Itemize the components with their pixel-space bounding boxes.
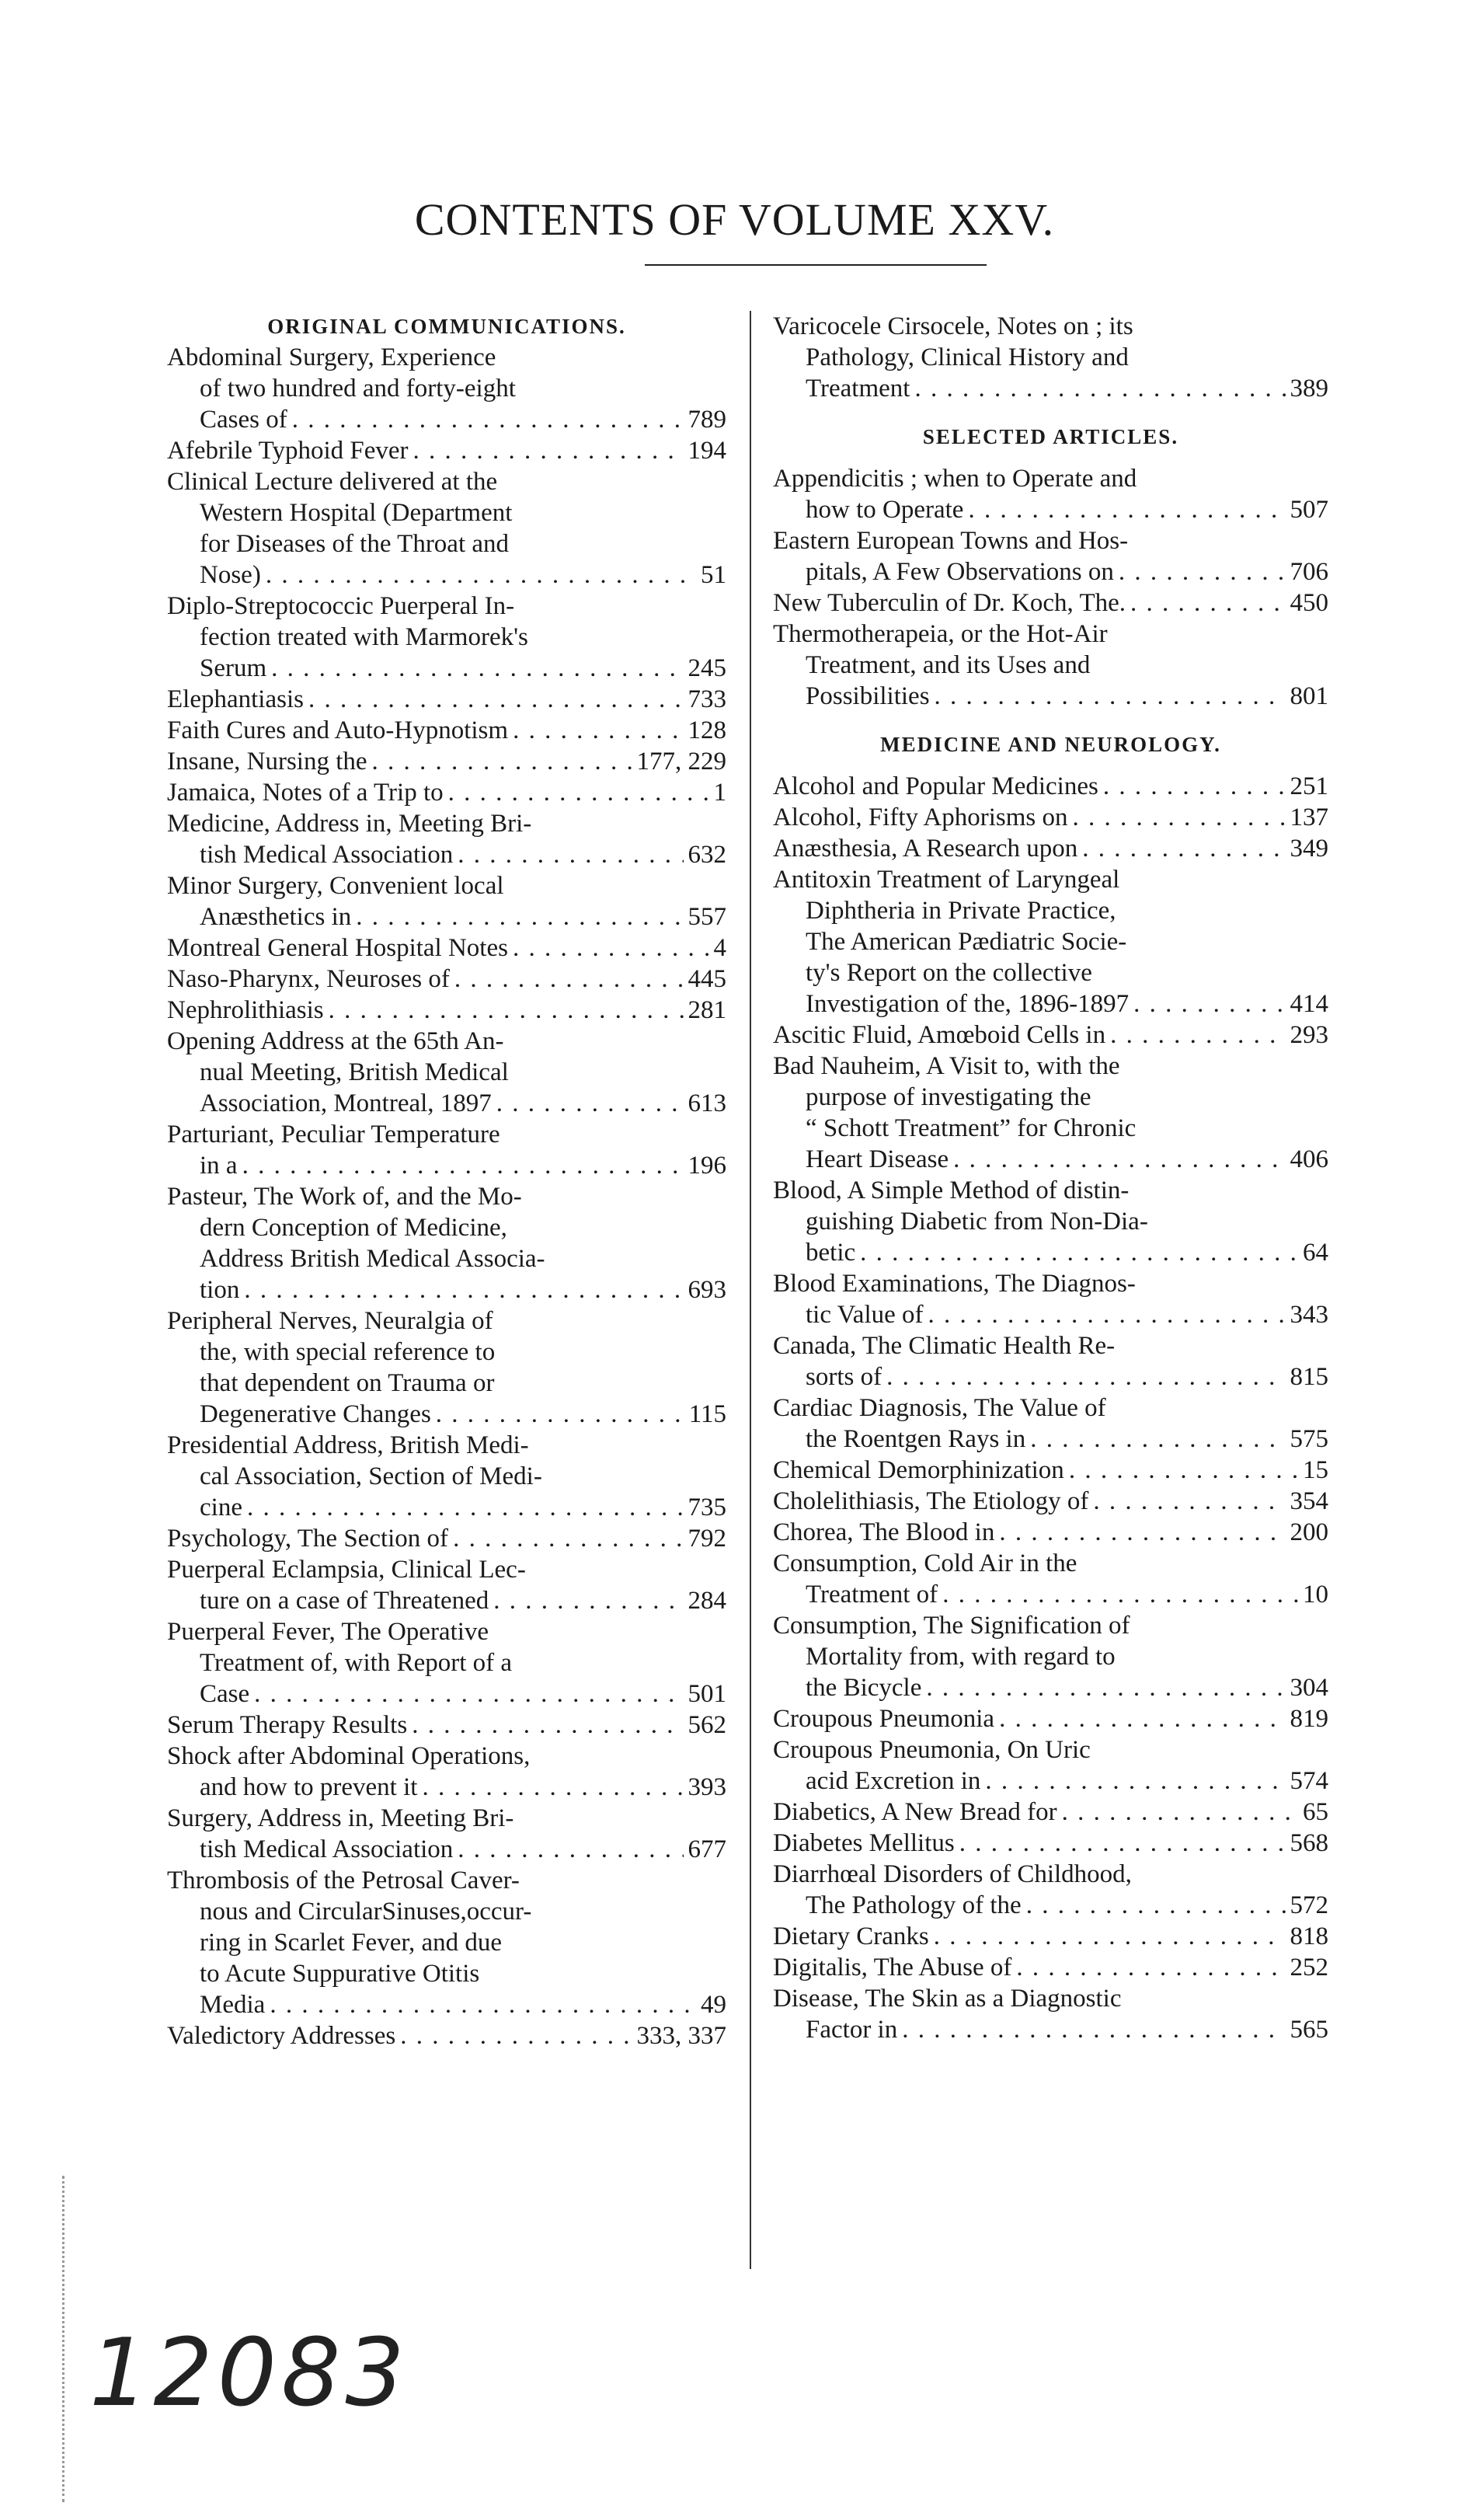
entry-text: for Diseases of the Throat and <box>200 530 510 558</box>
page-number: 64 <box>1303 1239 1328 1267</box>
index-entry <box>773 1051 1328 1175</box>
section-heading: ORIGINAL COMMUNICATIONS. <box>267 315 626 338</box>
page-number: 575 <box>1290 1425 1328 1453</box>
entry-text: Treatment of <box>806 1581 938 1609</box>
dot-leader <box>372 746 632 777</box>
left-column <box>167 311 726 2051</box>
entry-text: Chemical Demorphinization <box>773 1456 1064 1484</box>
entry-text: Bad Nauheim, A Visit to, with the <box>773 1052 1120 1080</box>
index-entry <box>167 964 726 995</box>
entry-text: to Acute Suppurative Otitis <box>200 1960 480 1988</box>
entry-text: Valedictory Addresses <box>167 2022 396 2050</box>
dot-leader <box>999 1517 1285 1548</box>
entry-text: Diplo-Streptococcic Puerperal In- <box>167 592 515 620</box>
entry-text: Puerperal Eclampsia, Clinical Lec- <box>167 1556 526 1584</box>
index-entry <box>773 1797 1328 1828</box>
dot-leader <box>453 1523 683 1554</box>
entry-text: Blood, A Simple Method of distin- <box>773 1176 1130 1204</box>
entry-text: Faith Cures and Auto-Hypnotism <box>167 716 509 744</box>
index-entry <box>167 1554 726 1616</box>
page-number: 735 <box>688 1494 726 1521</box>
index-entry <box>773 1330 1328 1392</box>
page-number: 706 <box>1290 558 1328 586</box>
index-entry <box>167 808 726 870</box>
dot-leader <box>1062 1797 1298 1828</box>
dot-leader <box>902 2014 1285 2045</box>
dot-leader <box>270 1989 696 2020</box>
entry-text: The Pathology of the <box>806 1891 1022 1919</box>
entry-text: Treatment of, with Report of a <box>200 1649 513 1677</box>
page-number: 406 <box>1290 1145 1328 1173</box>
index-entry <box>167 777 726 808</box>
page-number: 565 <box>1290 2016 1328 2044</box>
index-entry <box>167 1430 726 1523</box>
page-number: 200 <box>1290 1518 1328 1546</box>
entry-text: Alcohol, Fifty Aphorisms on <box>773 803 1068 831</box>
index-entry <box>167 1865 726 2020</box>
index-entry <box>167 435 726 466</box>
entry-text: Canada, The Climatic Health Re- <box>773 1332 1116 1360</box>
page-number: 801 <box>1290 682 1328 710</box>
entry-text: Clinical Lecture delivered at the <box>167 468 498 496</box>
page-number: 115 <box>688 1400 726 1428</box>
index-entry <box>773 1859 1328 1921</box>
dot-leader <box>244 1274 683 1305</box>
entry-text: guishing Diabetic from Non-Dia- <box>806 1208 1148 1236</box>
entry-text: Factor in <box>806 2016 898 2044</box>
entry-text: New Tuberculin of Dr. Koch, The. <box>773 589 1126 617</box>
page-number: 574 <box>1290 1767 1328 1795</box>
page-number: 293 <box>1290 1021 1328 1049</box>
entry-text: Cholelithiasis, The Etiology of <box>773 1487 1089 1515</box>
entry-text: Cases of <box>200 406 287 434</box>
entry-text: Parturiant, Peculiar Temperature <box>167 1121 500 1148</box>
page-number: 137 <box>1290 803 1328 831</box>
entry-text: the, with special reference to <box>200 1338 496 1366</box>
entry-text: ture on a case of Threatened <box>200 1587 489 1615</box>
page-number: 818 <box>1290 1922 1328 1950</box>
entry-text: betic <box>806 1239 856 1267</box>
index-entry <box>167 342 726 435</box>
page-number: 51 <box>701 561 726 589</box>
index-entry <box>167 1119 726 1181</box>
entry-text: Nose) <box>200 561 261 589</box>
page-number: 613 <box>688 1089 726 1117</box>
page-number: 677 <box>688 1835 726 1863</box>
entry-text: Thermotherapeia, or the Hot-Air <box>773 620 1108 648</box>
entry-text: Eastern European Towns and Hos- <box>773 527 1129 555</box>
entry-text: Consumption, Cold Air in the <box>773 1549 1077 1577</box>
margin-specks <box>62 2176 80 2502</box>
dot-leader <box>413 435 684 466</box>
dot-leader <box>1073 802 1286 833</box>
entry-text: in a <box>200 1152 238 1180</box>
index-entry <box>773 1455 1328 1486</box>
dot-leader <box>254 1678 683 1710</box>
index-entry <box>773 1486 1328 1517</box>
dot-leader <box>1119 556 1286 587</box>
dot-leader <box>412 1710 683 1741</box>
dot-leader <box>271 653 683 684</box>
dot-leader <box>999 1703 1285 1734</box>
dot-leader <box>928 1299 1286 1330</box>
index-entry <box>773 1828 1328 1859</box>
entry-text: Case <box>200 1680 250 1708</box>
dot-leader <box>422 1772 683 1803</box>
entry-text: Address British Medical Associa- <box>200 1245 545 1273</box>
index-entry <box>773 1610 1328 1703</box>
entry-text: Varicocele Cirsocele, Notes on ; its <box>773 312 1133 340</box>
entry-text: Heart Disease <box>806 1145 949 1173</box>
entry-text: Insane, Nursing the <box>167 748 367 776</box>
index-entry <box>773 1548 1328 1610</box>
dot-leader <box>356 901 683 932</box>
page-number: 733 <box>688 685 726 713</box>
dot-leader <box>914 373 1285 404</box>
dot-leader <box>1133 988 1285 1020</box>
entry-text: Ascitic Fluid, Amœboid Cells in <box>773 1021 1106 1049</box>
page-title: CONTENTS OF VOLUME XXV. <box>414 193 1055 245</box>
dot-leader <box>496 1088 684 1119</box>
entry-text: Diabetics, A New Bread for <box>773 1798 1057 1826</box>
page-number: 333, 337 <box>636 2022 726 2050</box>
page-number: 562 <box>688 1711 726 1739</box>
index-entry <box>773 1517 1328 1548</box>
dot-leader <box>1030 1424 1285 1455</box>
index-entry <box>773 1921 1328 1952</box>
dot-leader <box>935 681 1286 712</box>
dot-leader <box>454 964 684 995</box>
page-number: 792 <box>688 1525 726 1553</box>
entry-text: cal Association, Section of Medi- <box>200 1462 542 1490</box>
entry-text: Association, Montreal, 1897 <box>200 1089 492 1117</box>
dot-leader <box>1093 1486 1285 1517</box>
entry-text: Diarrhœal Disorders of Childhood, <box>773 1860 1132 1888</box>
entry-text: of two hundred and forty-eight <box>200 375 516 403</box>
index-entry <box>167 1741 726 1803</box>
entry-text: the Bicycle <box>806 1674 922 1702</box>
dot-leader <box>942 1579 1298 1610</box>
index-entry <box>773 311 1328 404</box>
page-number: 819 <box>1290 1705 1328 1733</box>
index-entry <box>773 1020 1328 1051</box>
page-number: 177, 229 <box>636 748 726 776</box>
page-number: 1 <box>713 779 726 807</box>
entry-text: nual Meeting, British Medical <box>200 1058 509 1086</box>
dot-leader <box>1110 1020 1285 1051</box>
entry-text: ty's Report on the collective <box>806 959 1092 987</box>
entry-text: Croupous Pneumonia, On Uric <box>773 1736 1091 1764</box>
dot-leader <box>860 1237 1298 1268</box>
page-number: 568 <box>1290 1829 1328 1857</box>
index-entry <box>773 864 1328 1020</box>
dot-leader <box>513 932 709 964</box>
dot-leader <box>400 2020 632 2051</box>
entry-text: dern Conception of Medicine, <box>200 1214 507 1242</box>
index-entry <box>167 1305 726 1430</box>
entry-text: the Roentgen Rays in <box>806 1425 1026 1453</box>
right-column <box>773 311 1328 2045</box>
entry-text: Montreal General Hospital Notes <box>167 934 508 962</box>
entry-text: tic Value of <box>806 1301 924 1329</box>
section-heading: SELECTED ARTICLES. <box>922 425 1179 448</box>
entry-text: purpose of investigating the <box>806 1083 1091 1111</box>
page-number: 557 <box>688 903 726 931</box>
index-entry <box>773 802 1328 833</box>
entry-text: tion <box>200 1276 240 1304</box>
page-number: 815 <box>1290 1363 1328 1391</box>
section-heading: MEDICINE AND NEUROLOGY. <box>880 733 1221 756</box>
index-entry <box>773 525 1328 587</box>
entry-text: Degenerative Changes <box>200 1400 431 1428</box>
index-entry <box>167 684 726 715</box>
index-entry <box>773 463 1328 525</box>
title-rule <box>645 264 987 266</box>
entry-text: Medicine, Address in, Meeting Bri- <box>167 810 532 838</box>
page-number: 572 <box>1290 1891 1328 1919</box>
index-entry <box>773 771 1328 802</box>
dot-leader <box>493 1585 683 1616</box>
dot-leader <box>242 1150 684 1181</box>
index-entry <box>167 1523 726 1554</box>
dot-leader <box>292 404 684 435</box>
entry-text: Croupous Pneumonia <box>773 1705 995 1733</box>
column-divider <box>750 311 751 2269</box>
index-entry <box>167 1710 726 1741</box>
index-entry <box>773 587 1328 619</box>
entry-text: Serum <box>200 654 267 682</box>
page-number: 507 <box>1290 496 1328 524</box>
entry-text: Treatment <box>806 375 910 403</box>
dot-leader <box>247 1492 684 1523</box>
page-number: 304 <box>1290 1674 1328 1702</box>
entry-text: ring in Scarlet Fever, and due <box>200 1929 503 1957</box>
entry-text: Diabetes Mellitus <box>773 1829 955 1857</box>
entry-text: Cardiac Diagnosis, The Value of <box>773 1394 1106 1422</box>
entry-text: how to Operate <box>806 496 964 524</box>
page-number: 15 <box>1303 1456 1328 1484</box>
entry-text: Jamaica, Notes of a Trip to <box>167 779 444 807</box>
entry-text: The American Pædiatric Socie- <box>806 928 1127 956</box>
index-entry <box>773 619 1328 712</box>
index-entry <box>773 1734 1328 1797</box>
entry-text: Mortality from, with regard to <box>806 1643 1116 1671</box>
dot-leader <box>308 684 684 715</box>
page-number: 445 <box>688 965 726 993</box>
entry-text: Shock after Abdominal Operations, <box>167 1742 531 1770</box>
index-entry <box>167 466 726 591</box>
page-number: 414 <box>1290 990 1328 1018</box>
page-number: 284 <box>688 1587 726 1615</box>
entry-text: Possibilities <box>806 682 930 710</box>
entry-text: Elephantiasis <box>167 685 304 713</box>
page-number: 245 <box>688 654 726 682</box>
handwritten-stamp: 12083 <box>89 2320 409 2428</box>
entry-text: Presidential Address, British Medi- <box>167 1431 529 1459</box>
entry-text: Puerperal Fever, The Operative <box>167 1618 489 1646</box>
page-number: 252 <box>1290 1954 1328 1981</box>
index-entry <box>167 995 726 1026</box>
index-entry <box>167 1616 726 1710</box>
dot-leader <box>329 995 684 1026</box>
entry-text: Nephrolithiasis <box>167 996 324 1024</box>
page-number: 450 <box>1290 589 1328 617</box>
index-entry <box>167 2020 726 2051</box>
dot-leader <box>448 777 709 808</box>
entry-text: Psychology, The Section of <box>167 1525 449 1553</box>
entry-text: Anæsthesia, A Research upon <box>773 835 1078 863</box>
entry-text: Alcohol and Popular Medicines <box>773 772 1098 800</box>
entry-text: Digitalis, The Abuse of <box>773 1954 1012 1981</box>
entry-text: Pathology, Clinical History and <box>806 343 1129 371</box>
entry-text: tish Medical Association <box>200 841 454 869</box>
entry-text: Disease, The Skin as a Diagnostic <box>773 1985 1122 2013</box>
entry-text: Consumption, The Signification of <box>773 1612 1130 1640</box>
entry-text: Blood Examinations, The Diagnos- <box>773 1270 1136 1298</box>
index-entry <box>167 1181 726 1305</box>
index-entry <box>167 870 726 932</box>
dot-leader <box>436 1399 684 1430</box>
page-number: 4 <box>713 934 726 962</box>
dot-leader <box>926 1672 1285 1703</box>
dot-leader <box>985 1765 1285 1797</box>
entry-text: Appendicitis ; when to Operate and <box>773 465 1137 493</box>
dot-leader <box>886 1361 1285 1392</box>
entry-text: Dietary Cranks <box>773 1922 929 1950</box>
entry-text: cine <box>200 1494 242 1521</box>
entry-text: nous and CircularSinuses,occur- <box>200 1898 532 1926</box>
dot-leader <box>1069 1455 1298 1486</box>
entry-text: Pasteur, The Work of, and the Mo- <box>167 1183 522 1211</box>
entry-text: Afebrile Typhoid Fever <box>167 437 409 465</box>
entry-text: Opening Address at the 65th An- <box>167 1027 504 1055</box>
entry-text: sorts of <box>806 1363 882 1391</box>
dot-leader <box>513 715 683 746</box>
dot-leader <box>1082 833 1285 864</box>
dot-leader <box>959 1828 1286 1859</box>
page-number: 281 <box>688 996 726 1024</box>
index-entry <box>167 932 726 964</box>
entry-text: Serum Therapy Results <box>167 1711 408 1739</box>
dot-leader <box>458 839 683 870</box>
entry-text: Chorea, The Blood in <box>773 1518 995 1546</box>
index-entry <box>167 715 726 746</box>
index-entry <box>773 1175 1328 1268</box>
dot-leader <box>1130 587 1285 619</box>
page-number: 632 <box>688 841 726 869</box>
dot-leader <box>934 1921 1286 1952</box>
entry-text: Investigation of the, 1896-1897 <box>806 990 1130 1018</box>
entry-text: Anæsthetics in <box>200 903 352 931</box>
entry-text: acid Excretion in <box>806 1767 981 1795</box>
index-entry <box>167 746 726 777</box>
index-entry <box>773 833 1328 864</box>
entry-text: pitals, A Few Observations on <box>806 558 1114 586</box>
entry-text: Surgery, Address in, Meeting Bri- <box>167 1804 514 1832</box>
dot-leader <box>1026 1890 1286 1921</box>
page-number: 389 <box>1290 375 1328 403</box>
index-entry <box>167 591 726 684</box>
index-entry <box>773 1952 1328 1983</box>
page-number: 194 <box>688 437 726 465</box>
index-entry <box>773 1983 1328 2045</box>
entry-text: Diphtheria in Private Practice, <box>806 897 1116 925</box>
page-number: 693 <box>688 1276 726 1304</box>
page-number: 393 <box>688 1773 726 1801</box>
page-number: 501 <box>688 1680 726 1708</box>
page-number: 196 <box>688 1152 726 1180</box>
entry-text: and how to prevent it <box>200 1773 418 1801</box>
dot-leader <box>1103 771 1286 802</box>
entry-text: Minor Surgery, Convenient local <box>167 872 504 900</box>
page-number: 354 <box>1290 1487 1328 1515</box>
dot-leader <box>968 494 1285 525</box>
entry-text: tish Medical Association <box>200 1835 454 1863</box>
page-number: 251 <box>1290 772 1328 800</box>
entry-text: Western Hospital (Department <box>200 499 513 527</box>
entry-text: that dependent on Trauma or <box>200 1369 495 1397</box>
entry-text: fection treated with Marmorek's <box>200 623 528 651</box>
page-number: 789 <box>688 406 726 434</box>
entry-text: Antitoxin Treatment of Laryngeal <box>773 866 1120 894</box>
entry-text: Abdominal Surgery, Experience <box>167 343 496 371</box>
page-number: 128 <box>688 716 726 744</box>
page-number: 343 <box>1290 1301 1328 1329</box>
entry-text: Thrombosis of the Petrosal Caver- <box>167 1866 520 1894</box>
dot-leader <box>266 559 696 591</box>
entry-text: Peripheral Nerves, Neuralgia of <box>167 1307 493 1335</box>
dot-leader <box>953 1144 1285 1175</box>
entry-text: Media <box>200 1991 266 2019</box>
entry-text: Treatment, and its Uses and <box>806 651 1091 679</box>
page-number: 10 <box>1303 1581 1328 1609</box>
index-entry <box>167 1803 726 1865</box>
dot-leader <box>1016 1952 1285 1983</box>
index-entry <box>773 1392 1328 1455</box>
dot-leader <box>458 1834 683 1865</box>
index-entry <box>773 1268 1328 1330</box>
page-number: 349 <box>1290 835 1328 863</box>
page-number: 49 <box>701 1991 726 2019</box>
index-entry <box>773 1703 1328 1734</box>
page-number: 65 <box>1303 1798 1328 1826</box>
index-entry <box>167 1026 726 1119</box>
entry-text: “ Schott Treatment” for Chronic <box>806 1114 1137 1142</box>
entry-text: Naso-Pharynx, Neuroses of <box>167 965 450 993</box>
